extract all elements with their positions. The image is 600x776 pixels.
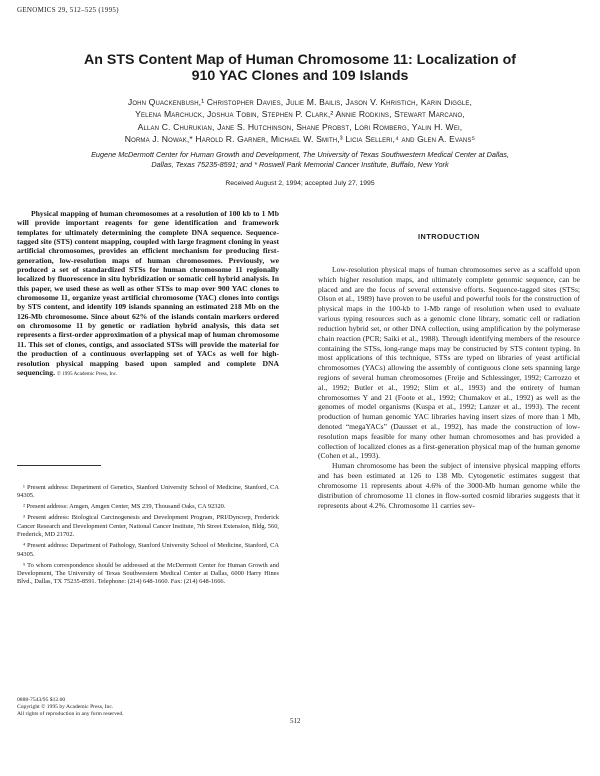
affiliation-line-2: Dallas, Texas 75235-8591; and * Roswell Park Memorial Cancer Institute, Buffalo, New York <box>151 160 449 170</box>
authors-line-1: John Quackenbush,¹ Christopher Davies, Julie M. Bailis, Jason V. Khristich, Karin Diggle, <box>127 97 473 107</box>
footnote-2: ² Present address: Amgen, Amgen Center, MS 239, Thousand Oaks, CA 92320. <box>23 503 226 511</box>
running-head: GENOMICS 29, 512–525 (1995) <box>17 6 119 14</box>
footnote-1: ¹ Present address: Department of Genetics, Stanford University School of Medicine, Stanford, CA 94305. <box>17 484 279 500</box>
affiliations <box>20 150 580 170</box>
title-line-2: 910 YAC Clones and 109 Islands <box>191 68 409 84</box>
footnote-divider <box>17 465 101 466</box>
intro-paragraph-2: Human chromosome has been the subject of intensive physical mapping efforts and has been estimated at 126 to 138 Mb. Cytogenetic estimates suggest that chromosome 11 represents about 4.6% of the 3000-Mb human genome while the distribution of chromosome 11 clones in flow-sorted cosmid libraries suggests that it represents about 4.2%. Chromosome 11 carries sev- <box>318 461 580 510</box>
publication-info <box>17 697 124 719</box>
authors-line-2: Yelena Marchuck, Joshua Tobin, Stephen P. Clark,² Annie Rodkins, Stewart Marcano, <box>135 109 465 120</box>
introduction-heading: INTRODUCTION <box>418 232 480 241</box>
author-list <box>18 96 582 146</box>
affiliation-line-1: Eugene McDermott Center for Human Growth and Development, The University of Texas Southwestern Medical Center at Dallas, <box>91 150 509 159</box>
article-title <box>20 52 580 84</box>
abstract-text: Physical mapping of human chromosomes at a resolution of 100 kb to 1 Mb will provide important reagents for gene identification and framework templates for ultimately determining the complete DNA sequence. Sequence-tagged site (STS) content mapping, coupled with large fragment cloning in yeast artificial chromosomes, provides an efficient mechanism for producing first-generation, low-resolution maps of human chromosomes. Previously, we produced a set of standardized STSs for human chromosome 11 regionally localized by fluorescence in situ hybridization or somatic cell hybrid analysis. In this paper, we used these as well as other STSs to map over 900 YAC clones to chromosome 11, organize yeast artificial chromosome (YAC) clones into contigs by STS content, and identify 109 islands spanning an estimated 218 Mb on the 126-Mb chromosome. Since about 62% of the islands contain markers ordered on chromosome 11 by genetic or radiation hybrid analysis, this data set represents a first-order approximation of a physical map of human chromosome 11. This set of clones, contigs, and associated STSs will provide the material for the production of a continuous overlapping set of YACs as well for high-resolution physical mapping based upon sampled and complete DNA sequencing. <box>17 209 279 377</box>
abstract-copyright: © 1995 Academic Press, Inc. <box>56 370 118 377</box>
pub-price: 0888-7543/95 $12.00 <box>17 697 66 703</box>
pub-rights: All rights of reproduction in any form reserved. <box>17 711 124 718</box>
introduction-body <box>318 265 580 510</box>
pub-copyright: Copyright © 1995 by Academic Press, Inc. <box>17 704 114 711</box>
intro-paragraph-1: Low-resolution physical maps of human chromosomes serve as a scaffold upon which higher resolution maps, and ultimately complete genomic sequence, can be placed and are the focus of several extensive efforts. Sequence-tagged sites (STSs; Olson et al., 1989) have proven to be useful and powerful tools for the construction of physical maps in the 100-kb to 1-Mb range of resolution when used to evaluate various typing resources such as a genomic clone library, somatic cell or radiation reduction hybrid set, or other DNA collection, using amplification by the polymerase chain reaction (PCR; Saiki et al., 1988). Through identifying members of the resource containing the STSs, long-range maps may be constructed by STS content typing. In most applications of this technique, STSs are typed on libraries of yeast artificial chromosomes (YACs) allowing the assembly of contiguous clone sets spanning large regions of several human chromosomes (Freije and Schlessinger, 1992; Carrozzo et al., 1992; Butler et al., 1992; Slim et al., 1993) and the entirety of human chromosomes Y and 21 (Foote et al., 1992; Chumakov et al., 1992) as well as the genomes of model organisms (Kuspa et al., 1992; Lanzer et al., 1993). The recent production of human genomic YAC libraries having insert sizes of more than 1 Mb, denoted “megaYACs” (Dausset et al., 1992), has made the construction of low-resolution maps feasible for many other human chromosomes and has provided a collection of localized clones as a first-generation physical map of the human genome (Cohen et al., 1993). <box>318 265 580 461</box>
authors-line-4: Norma J. Nowak,* Harold R. Garner, Michael W. Smith,³ Licia Selleri,⁴ and Glen A. Evans⁵ <box>124 134 476 145</box>
footnotes <box>17 484 279 589</box>
footnote-3: ³ Present address: Biological Carcinogenesis and Development Program, PRI/Dyncorp, Frederick Cancer Research and Development Center, National Cancer Institute, 7th Street Extension, Bldg. 560, Frederick, MD 21702. <box>17 514 279 539</box>
authors-line-3: Allan C. Churukian, Jane S. Hutchinson, Shane Probst, Lori Romberg, Yalin H. Wei, <box>137 121 463 132</box>
footnote-4: ⁴ Present address: Department of Pathology, Stanford University School of Medicine, Stanford, CA 94305. <box>17 542 279 558</box>
footnote-5: ⁵ To whom correspondence should be addressed at the McDermott Center for Human Growth and Development, The University of Texas Southwestern Medical Center at Dallas, 6000 Harry Hines Blvd., Dallas, TX 75235-8591. Telephone: (214) 648-1660. Fax: (214) 648-1666. <box>17 561 279 586</box>
abstract <box>17 209 279 379</box>
received-date: Received August 2, 1994; accepted July 27, 1995 <box>225 180 375 187</box>
page-number: 512 <box>290 717 301 725</box>
title-line-1: An STS Content Map of Human Chromosome 11: Localization of <box>84 52 516 68</box>
